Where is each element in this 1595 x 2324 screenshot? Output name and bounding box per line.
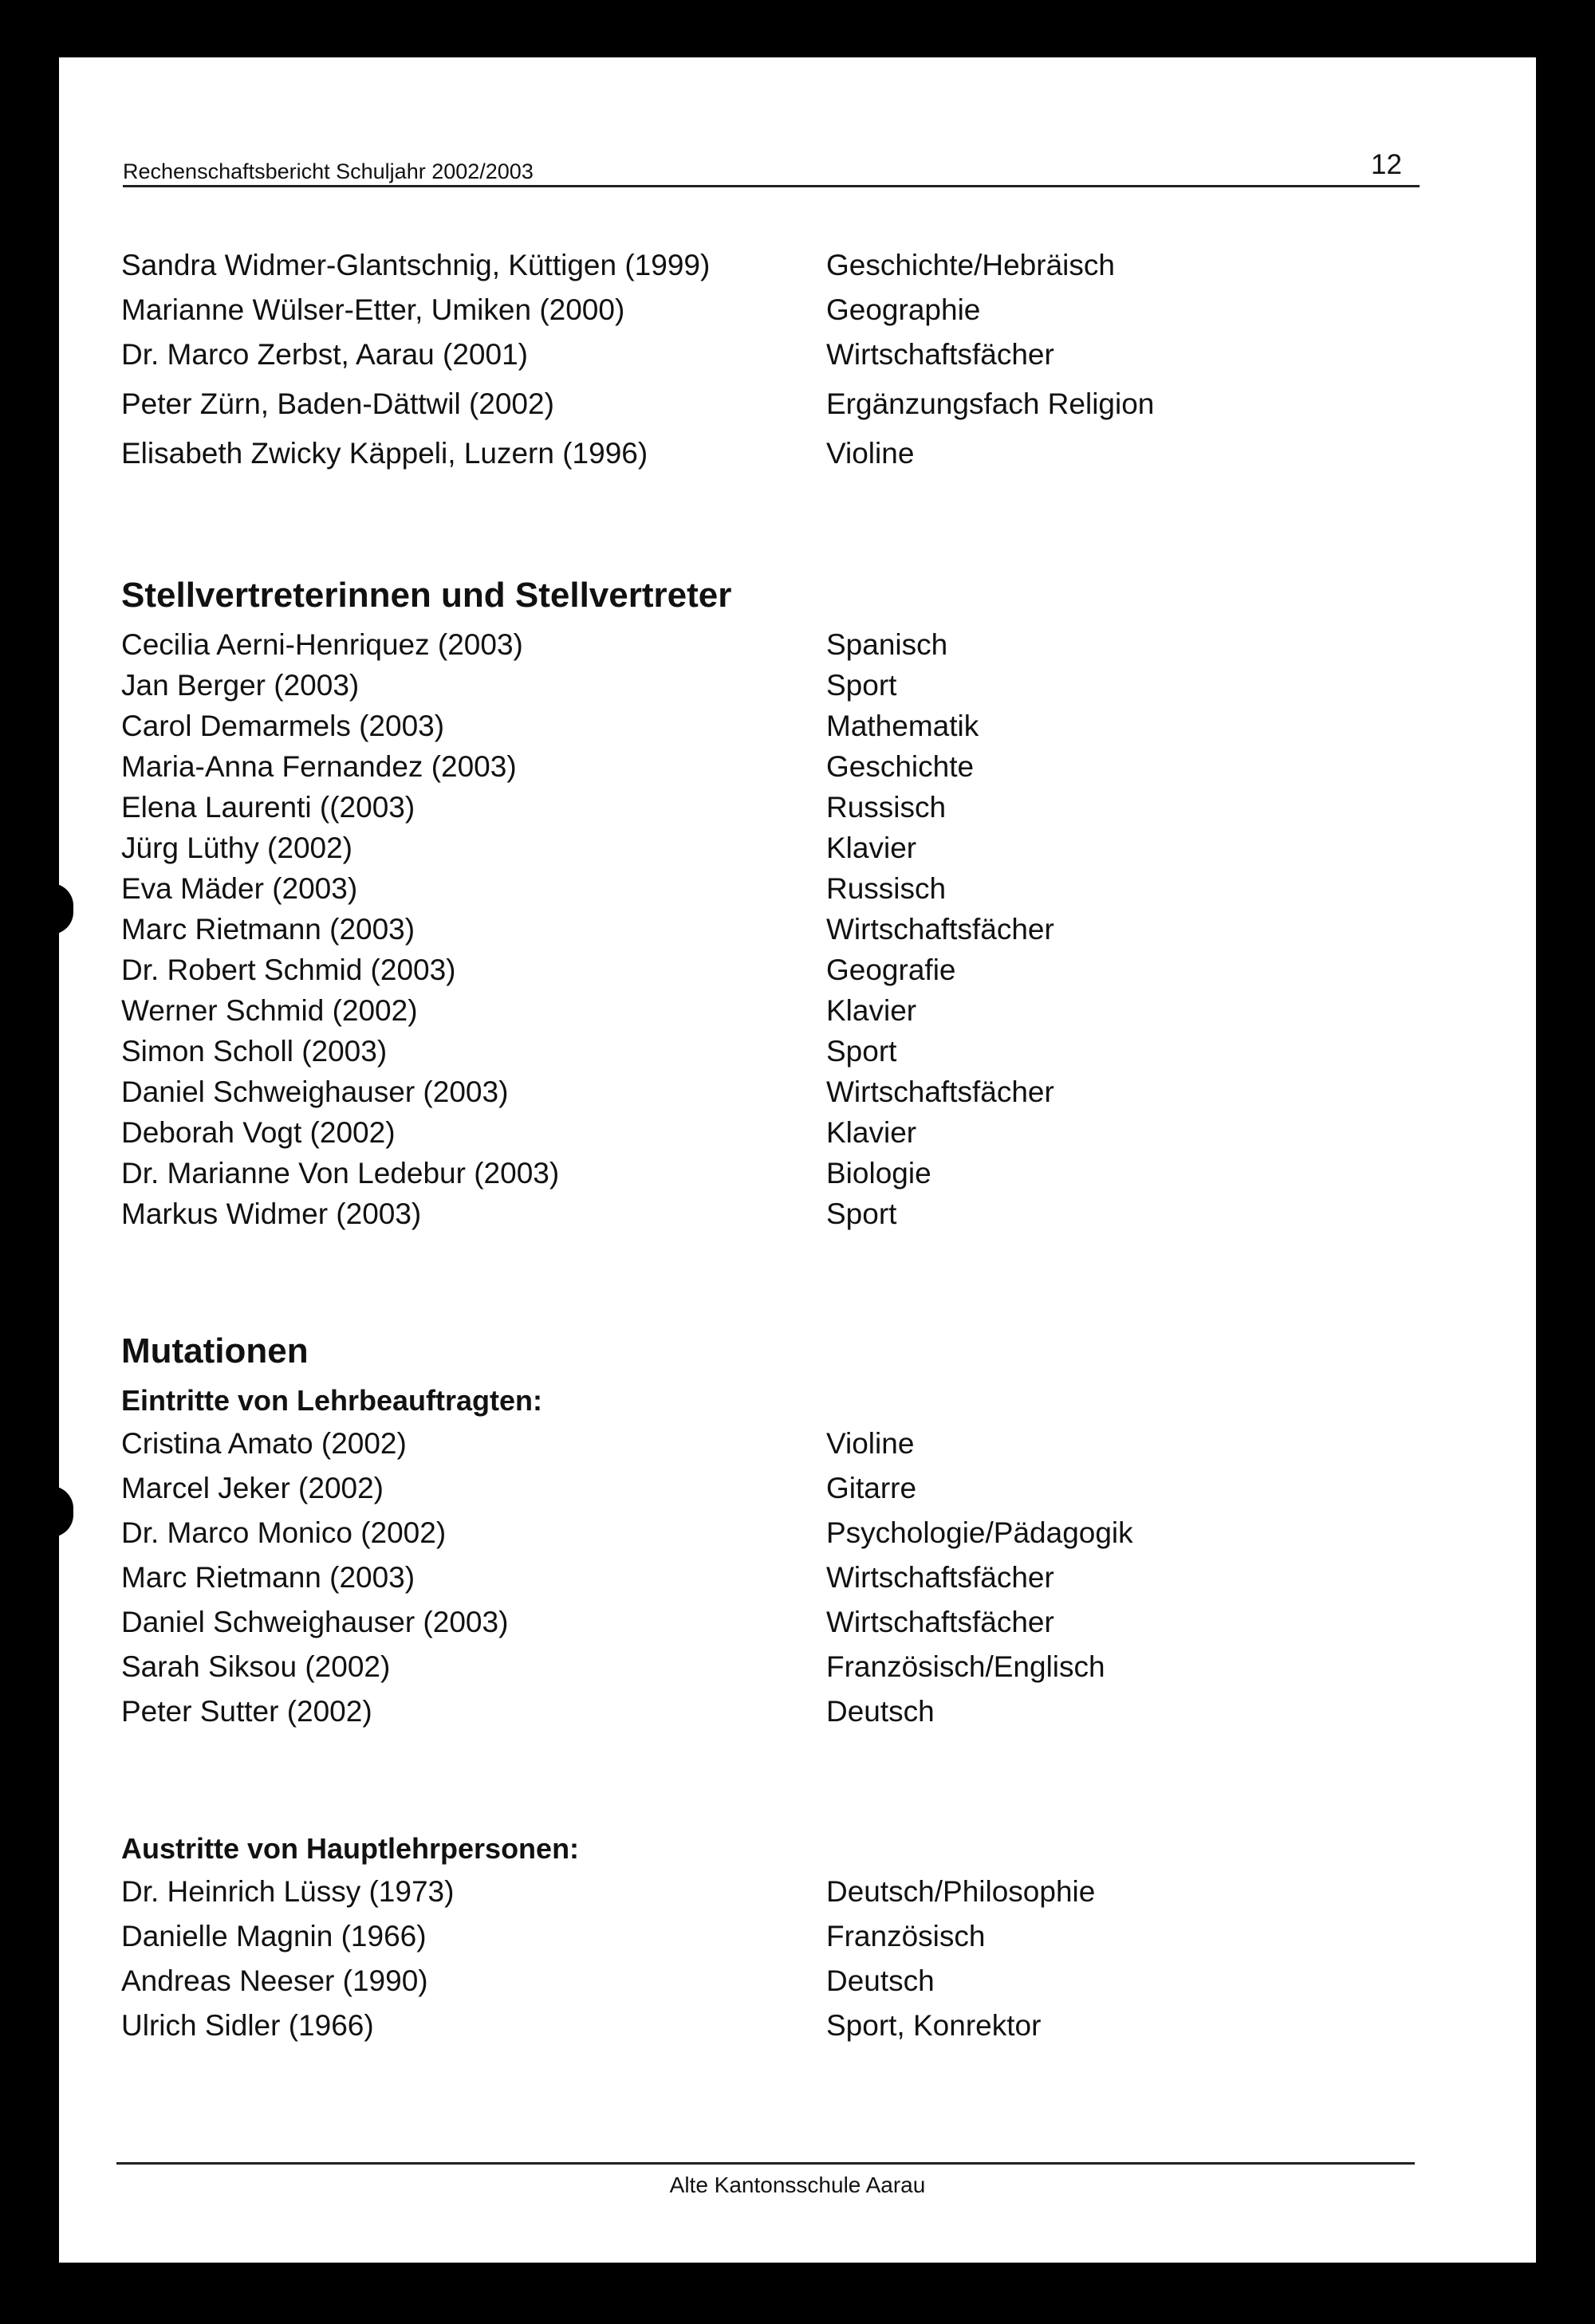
subject: Geschichte/Hebräisch [826, 249, 1115, 281]
person-name: Marc Rietmann (2003) [121, 913, 415, 946]
person-name: Simon Scholl (2003) [121, 1035, 388, 1068]
person-name: Sarah Siksou (2002) [121, 1650, 391, 1683]
list-item [59, 1516, 1536, 1558]
list-item [59, 832, 1536, 873]
person-name: Sandra Widmer-Glantschnig, Küttigen (1999) [121, 249, 711, 281]
subject: Russisch [826, 791, 947, 824]
list-item [59, 791, 1536, 832]
person-name: Maria-Anna Fernandez (2003) [121, 750, 517, 783]
subject: Spanisch [826, 628, 948, 661]
list-item [59, 1875, 1536, 1917]
list-item [59, 1035, 1536, 1076]
person-name: Eva Mäder (2003) [121, 872, 358, 905]
subject: Wirtschaftsfächer [826, 1561, 1054, 1594]
subject: Sport [826, 1197, 897, 1230]
person-name: Marianne Wülser-Etter, Umiken (2000) [121, 293, 625, 326]
subject: Violine [826, 1427, 915, 1460]
person-name: Jürg Lüthy (2002) [121, 832, 353, 864]
footer-text: Alte Kantonsschule Aarau [669, 2173, 926, 2197]
subject: Wirtschaftsfächer [826, 1606, 1054, 1638]
header-title: Rechenschaftsbericht Schuljahr 2002/2003 [123, 159, 534, 183]
list-item [59, 437, 1536, 478]
subject: Russisch [826, 872, 947, 905]
subject: Klavier [826, 994, 917, 1027]
subject: Geographie [826, 293, 981, 326]
person-name: Peter Sutter (2002) [121, 1695, 372, 1728]
subject: Geografie [826, 954, 956, 986]
subheading-eintritte: Eintritte von Lehrbeauftragten: [121, 1384, 543, 1417]
list-item [59, 1197, 1536, 1239]
person-name: Marc Rietmann (2003) [121, 1561, 415, 1594]
list-item [59, 669, 1536, 710]
list-item [59, 750, 1536, 792]
person-name: Jan Berger (2003) [121, 669, 360, 702]
subject: Deutsch [826, 1695, 935, 1728]
subject: Französisch/Englisch [826, 1650, 1105, 1683]
subject: Sport [826, 669, 897, 702]
person-name: Markus Widmer (2003) [121, 1197, 422, 1230]
subheading-austritte: Austritte von Hauptlehrpersonen: [121, 1832, 580, 1865]
list-item [59, 913, 1536, 954]
subject: Sport, Konrektor [826, 2009, 1042, 2042]
person-name: Elena Laurenti ((2003) [121, 791, 415, 824]
list-item [59, 710, 1536, 751]
list-item [59, 1075, 1536, 1117]
person-name: Cecilia Aerni-Henriquez (2003) [121, 628, 523, 661]
subject: Wirtschaftsfächer [826, 338, 1054, 371]
section-heading-stellvertreter: Stellvertreterinnen und Stellvertreter [121, 576, 732, 615]
list-item [59, 1920, 1536, 1961]
list-item [59, 1964, 1536, 2006]
person-name: Deborah Vogt (2002) [121, 1116, 396, 1149]
person-name: Marcel Jeker (2002) [121, 1472, 384, 1504]
list-item [59, 628, 1536, 670]
person-name: Dr. Marianne Von Ledebur (2003) [121, 1157, 560, 1190]
person-name: Dr. Marco Zerbst, Aarau (2001) [121, 338, 528, 371]
list-item [59, 954, 1536, 995]
subject: Psychologie/Pädagogik [826, 1516, 1133, 1549]
subject: Deutsch/Philosophie [826, 1875, 1096, 1908]
list-item [59, 1157, 1536, 1198]
person-name: Dr. Marco Monico (2002) [121, 1516, 447, 1549]
subject: Biologie [826, 1157, 931, 1190]
list-item [59, 338, 1536, 379]
list-item [59, 1427, 1536, 1469]
person-name: Werner Schmid (2002) [121, 994, 418, 1027]
list-item [59, 1116, 1536, 1158]
header-rule [123, 185, 1420, 187]
list-item [59, 249, 1536, 290]
subject: Französisch [826, 1920, 986, 1952]
person-name: Carol Demarmels (2003) [121, 710, 445, 742]
person-name: Andreas Neeser (1990) [121, 1964, 428, 1997]
person-name: Dr. Heinrich Lüssy (1973) [121, 1875, 455, 1908]
page-number: 12 [1371, 149, 1402, 180]
list-item [59, 2009, 1536, 2051]
list-item [59, 872, 1536, 914]
subject: Klavier [826, 1116, 917, 1149]
subject: Deutsch [826, 1964, 935, 1997]
subject: Klavier [826, 832, 917, 864]
subject: Wirtschaftsfächer [826, 913, 1054, 946]
document-page [59, 57, 1536, 2263]
person-name: Danielle Magnin (1966) [121, 1920, 427, 1952]
list-item [59, 994, 1536, 1036]
list-item [59, 1606, 1536, 1647]
list-item [59, 387, 1536, 429]
person-name: Dr. Robert Schmid (2003) [121, 954, 456, 986]
person-name: Ulrich Sidler (1966) [121, 2009, 374, 2042]
person-name: Daniel Schweighauser (2003) [121, 1606, 509, 1638]
subject: Mathematik [826, 710, 979, 742]
person-name: Elisabeth Zwicky Käppeli, Luzern (1996) [121, 437, 648, 470]
subject: Sport [826, 1035, 897, 1068]
subject: Geschichte [826, 750, 975, 783]
subject: Gitarre [826, 1472, 917, 1504]
person-name: Daniel Schweighauser (2003) [121, 1075, 509, 1108]
subject: Wirtschaftsfächer [826, 1075, 1054, 1108]
footer-rule [116, 2162, 1415, 2165]
list-item [59, 293, 1536, 335]
list-item [59, 1695, 1536, 1736]
list-item [59, 1472, 1536, 1513]
list-item [59, 1561, 1536, 1602]
person-name: Cristina Amato (2002) [121, 1427, 407, 1460]
person-name: Peter Zürn, Baden-Dättwil (2002) [121, 387, 554, 420]
list-item [59, 1650, 1536, 1692]
section-heading-mutationen: Mutationen [121, 1331, 309, 1370]
subject: Ergänzungsfach Religion [826, 387, 1155, 420]
subject: Violine [826, 437, 915, 470]
